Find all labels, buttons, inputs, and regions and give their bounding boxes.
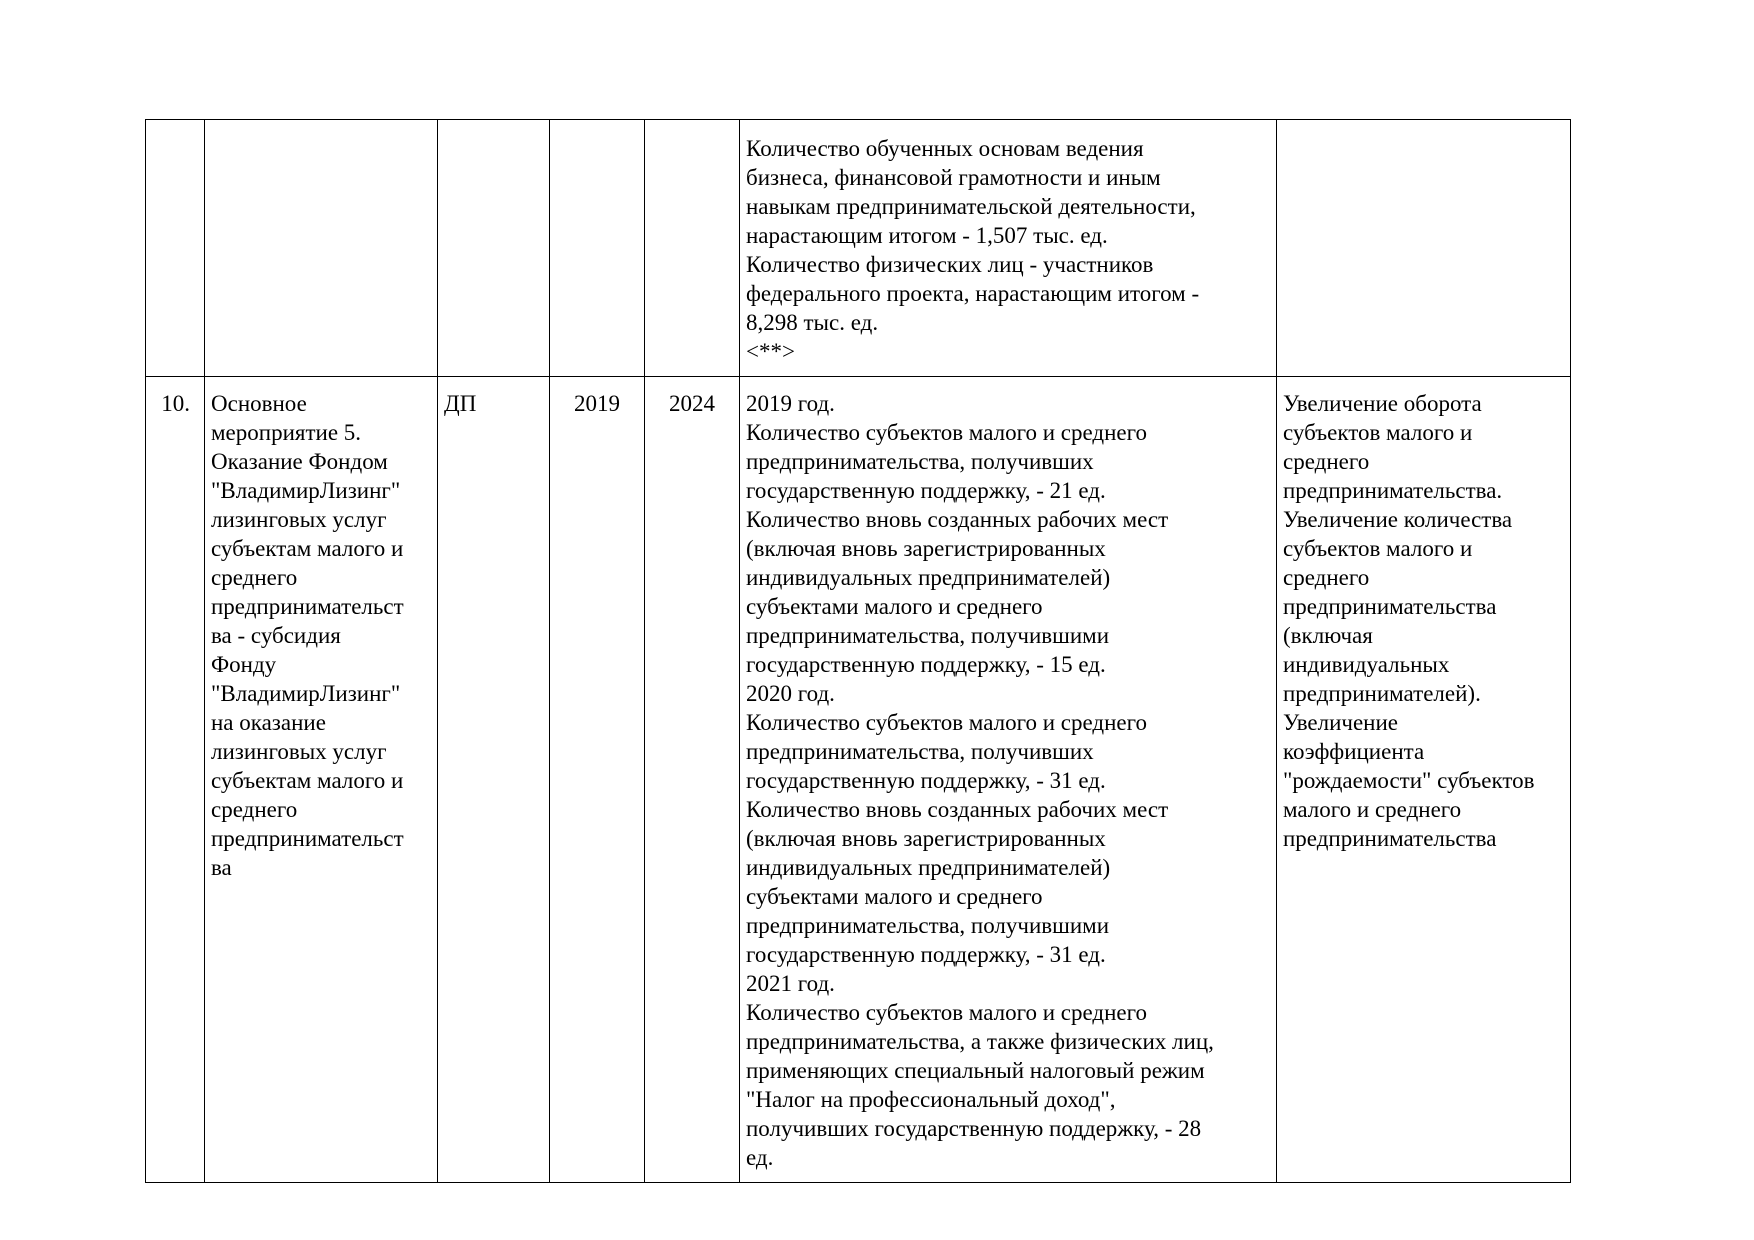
- cell-text-line: государственную поддержку, - 31 ед.: [746, 942, 1106, 967]
- cell-text-line: субъектами малого и среднего: [746, 884, 1043, 909]
- cell-text-line: среднего: [1283, 565, 1370, 590]
- start-year-cell: [550, 120, 645, 377]
- cell-text-line: 2021 год.: [746, 971, 835, 996]
- cell-text-line: (включая: [1283, 623, 1373, 648]
- cell-text-line: Количество вновь созданных рабочих мест: [746, 507, 1169, 532]
- cell-text-line: среднего: [211, 797, 298, 822]
- cell-text-line: 2020 год.: [746, 681, 835, 706]
- cell-text-line: государственную поддержку, - 15 ед.: [746, 652, 1106, 677]
- executor-cell: [438, 120, 550, 377]
- cell-text-line: навыкам предпринимательской деятельности,: [746, 194, 1196, 219]
- cell-text-line: предпринимательства, а также физических лиц,: [746, 1029, 1214, 1054]
- indicators-cell: [740, 377, 1277, 1183]
- cell-text-line: мероприятие 5.: [211, 420, 362, 445]
- cell-text-line: Увеличение оборота: [1283, 391, 1482, 416]
- cell-text-line: <**>: [746, 339, 795, 364]
- cell-text-line: Количество субъектов малого и среднего: [746, 1000, 1147, 1025]
- cell-text-line: (включая вновь зарегистрированных: [746, 826, 1106, 851]
- cell-text-line: ед.: [746, 1145, 774, 1170]
- cell-text-line: "рождаемости" субъектов: [1283, 768, 1535, 793]
- cell-text-line: предпринимателей).: [1283, 681, 1481, 706]
- cell-text-line: (включая вновь зарегистрированных: [746, 536, 1106, 561]
- table-row: [146, 377, 1571, 1183]
- cell-text-line: Количество субъектов малого и среднего: [746, 420, 1147, 445]
- cell-text-line: 8,298 тыс. ед.: [746, 310, 879, 335]
- cell-text-line: лизинговых услуг: [211, 739, 387, 764]
- cell-text-line: лизинговых услуг: [211, 507, 387, 532]
- cell-text-line: государственную поддержку, - 31 ед.: [746, 768, 1106, 793]
- cell-text-line: субъектам малого и: [211, 536, 404, 561]
- end-year-value: 2024: [669, 391, 715, 416]
- row-number: 10.: [161, 391, 190, 416]
- cell-text-line: федерального проекта, нарастающим итогом -: [746, 281, 1200, 306]
- end-year-cell: [645, 377, 740, 1183]
- cell-text-line: нарастающим итогом - 1,507 тыс. ед.: [746, 223, 1108, 248]
- cell-text-line: среднего: [1283, 449, 1370, 474]
- cell-text-line: индивидуальных предпринимателей): [746, 565, 1111, 590]
- executor-value: ДП: [444, 391, 477, 416]
- program-table: [145, 119, 1571, 1183]
- cell-text-line: Увеличение количества: [1283, 507, 1513, 532]
- results-cell: [1277, 120, 1571, 377]
- cell-text-line: на оказание: [211, 710, 326, 735]
- cell-text-line: субъектами малого и среднего: [746, 594, 1043, 619]
- row-number-cell: [146, 120, 205, 377]
- cell-text-line: Оказание Фондом: [211, 449, 388, 474]
- cell-text-line: предпринимательства: [1283, 594, 1497, 619]
- start-year-value: 2019: [574, 391, 620, 416]
- cell-text-line: ва - субсидия: [211, 623, 341, 648]
- cell-text-line: применяющих специальный налоговый режим: [746, 1058, 1205, 1083]
- cell-text-line: предпринимательства, получивших: [746, 449, 1094, 474]
- cell-text-line: коэффициента: [1283, 739, 1425, 764]
- cell-text-line: среднего: [211, 565, 298, 590]
- event-cell: [205, 120, 438, 377]
- cell-text-line: малого и среднего: [1283, 797, 1462, 822]
- cell-text-line: предпринимательства, получивших: [746, 739, 1094, 764]
- cell-text-line: предпринимательства, получившими: [746, 913, 1110, 938]
- cell-text-line: "ВладимирЛизинг": [211, 478, 401, 503]
- cell-text-line: предпринимательства: [1283, 826, 1497, 851]
- row-number-cell: [146, 377, 205, 1183]
- cell-text-line: предпринимательст: [211, 594, 404, 619]
- indicators-cell: [740, 120, 1277, 377]
- cell-text-line: Увеличение: [1283, 710, 1399, 735]
- table-row: [146, 120, 1571, 377]
- cell-text-line: субъектам малого и: [211, 768, 404, 793]
- cell-text-line: Основное: [211, 391, 307, 416]
- cell-text-line: индивидуальных предпринимателей): [746, 855, 1111, 880]
- event-cell: [205, 377, 438, 1183]
- cell-text-line: ва: [211, 855, 232, 880]
- cell-text-line: "Налог на профессиональный доход",: [746, 1087, 1116, 1112]
- cell-text-line: Количество физических лиц - участников: [746, 252, 1154, 277]
- cell-text-line: предпринимательства.: [1283, 478, 1503, 503]
- cell-text-line: предпринимательст: [211, 826, 404, 851]
- end-year-cell: [645, 120, 740, 377]
- cell-text-line: Количество вновь созданных рабочих мест: [746, 797, 1169, 822]
- cell-text-line: государственную поддержку, - 21 ед.: [746, 478, 1106, 503]
- cell-text-line: бизнеса, финансовой грамотности и иным: [746, 165, 1161, 190]
- cell-text-line: Количество обученных основам ведения: [746, 136, 1144, 161]
- cell-text-line: получивших государственную поддержку, - 28: [746, 1116, 1202, 1141]
- cell-text-line: субъектов малого и: [1283, 536, 1473, 561]
- start-year-cell: [550, 377, 645, 1183]
- results-cell: [1277, 377, 1571, 1183]
- cell-text-line: "ВладимирЛизинг": [211, 681, 401, 706]
- cell-text-line: 2019 год.: [746, 391, 835, 416]
- executor-cell: [438, 377, 550, 1183]
- cell-text-line: субъектов малого и: [1283, 420, 1473, 445]
- cell-text-line: Фонду: [211, 652, 277, 677]
- cell-text-line: индивидуальных: [1283, 652, 1450, 677]
- cell-text-line: Количество субъектов малого и среднего: [746, 710, 1147, 735]
- cell-text-line: предпринимательства, получившими: [746, 623, 1110, 648]
